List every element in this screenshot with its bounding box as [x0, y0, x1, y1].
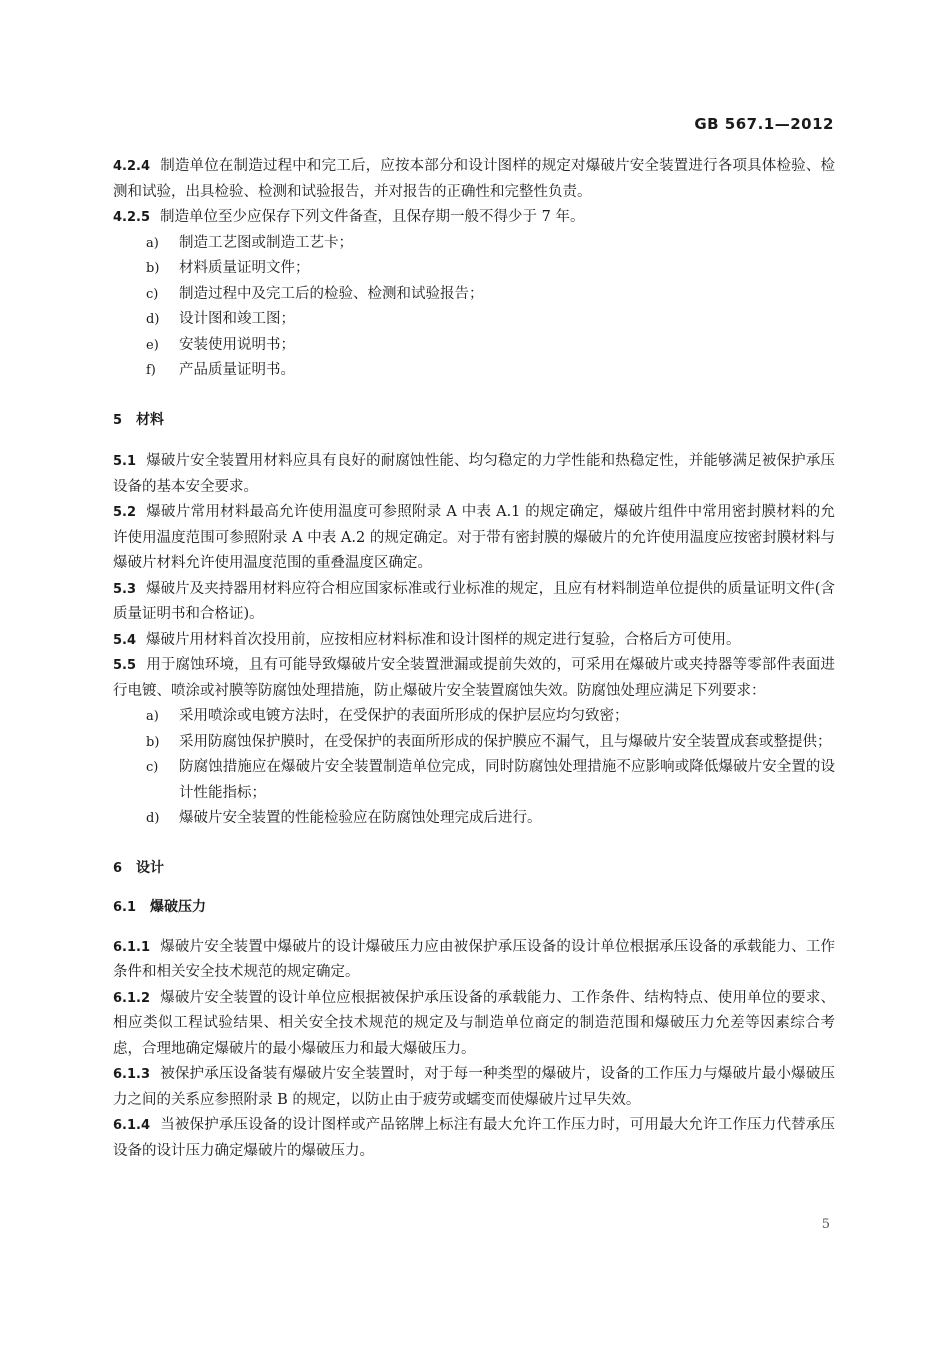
- clause-5-4: [113, 628, 835, 654]
- clause-6-1-1: [113, 935, 835, 986]
- list-item-label: d): [146, 312, 160, 327]
- list-item: [113, 704, 835, 730]
- spacer: [113, 384, 835, 408]
- clause-number: 4.2.4: [113, 159, 151, 174]
- chapter-title: 设计: [136, 859, 165, 876]
- list-item-text: 制造过程中及完工后的检验、检测和试验报告；: [179, 285, 484, 302]
- list-item-label: a): [146, 709, 159, 724]
- clause-6-1-2: [113, 986, 835, 1063]
- list-item-text: 材料质量证明文件；: [179, 260, 310, 276]
- spacer: [113, 433, 835, 449]
- list-item-text: 爆破片安全装置的性能检验应在防腐蚀处理完成后进行。: [179, 810, 542, 826]
- clause-number: 5.1: [113, 454, 137, 469]
- page-number: 5: [821, 1217, 830, 1232]
- clause-6-1-3: [113, 1062, 835, 1113]
- clause-text: 爆破片用材料首次投用前，应按相应材料标准和设计图样的规定进行复验，合格后方可使用。: [146, 631, 741, 648]
- clause-text: 被保护承压设备装有爆破片安全装置时，对于每一种类型的爆破片，设备的工作压力与爆破片最小爆破压力之间的关系应参照附录 B 的规定，以防止由于疲劳或蠕变而使爆破片过早失效。: [113, 1066, 835, 1108]
- clause-5-5: [113, 653, 835, 704]
- clause-text: 爆破片安全装置中爆破片的设计爆破压力应由被保护承压设备的设计单位根据承压设备的承载能力、工作条件和相关安全技术规范的规定确定。: [113, 938, 835, 980]
- list-item: [113, 358, 835, 384]
- list-4-2-5: [113, 231, 835, 384]
- clause-number: 6.1.1: [113, 939, 151, 955]
- list-item-text: 制造工艺图或制造工艺卡；: [179, 234, 353, 251]
- clause-5-2: [113, 500, 835, 577]
- list-item: [113, 307, 835, 333]
- clause-text: 爆破片安全装置用材料应具有良好的耐腐蚀性能、均匀稳定的力学性能和热稳定性，并能够满足被保护承压设备的基本安全要求。: [113, 453, 835, 495]
- list-item-label: b): [146, 261, 160, 276]
- list-item-text: 产品质量证明书。: [179, 362, 295, 378]
- list-item-label: b): [146, 734, 160, 750]
- standard-code: GB 567.1—2012: [694, 115, 834, 133]
- section-number: 6.1: [113, 900, 137, 915]
- section-title: 爆破压力: [150, 899, 207, 915]
- clause-number: 5.2: [113, 505, 137, 520]
- list-5-5: [113, 704, 835, 832]
- list-item-label: e): [146, 337, 159, 353]
- list-item-label: f): [146, 363, 156, 378]
- clause-number: 6.1.4: [113, 1118, 151, 1133]
- list-item: [113, 256, 835, 282]
- chapter-title: 材料: [136, 411, 165, 428]
- list-item-label: c): [146, 286, 159, 302]
- page-body: [113, 154, 835, 1164]
- clause-number: 6.1.2: [113, 990, 151, 1006]
- list-item: [113, 231, 835, 257]
- clause-number: 5.5: [113, 658, 137, 673]
- clause-text: 制造单位至少应保存下列文件备查，且保存期一般不得少于 7 年。: [160, 209, 585, 225]
- list-item: [113, 755, 835, 806]
- list-item: [113, 282, 835, 308]
- spacer: [113, 921, 835, 935]
- list-item-label: a): [146, 235, 159, 251]
- list-item: [113, 730, 835, 756]
- clause-text: 用于腐蚀环境，且有可能导致爆破片安全装置泄漏或提前失效的，可采用在爆破片或夹持器等零部件表面进行电镀、喷涂或衬膜等防腐蚀处理措施，防止爆破片安全装置腐蚀失效。防腐蚀处理应满足下列要求：: [113, 657, 835, 699]
- list-item: [113, 333, 835, 359]
- list-item-text: 安装使用说明书；: [179, 336, 295, 353]
- list-item-text: 采用防腐蚀保护膜时，在受保护的表面所形成的保护膜应不漏气，且与爆破片安全装置成套或整提供；: [179, 733, 832, 750]
- list-item-label: d): [146, 811, 160, 826]
- list-item-text: 采用喷涂或电镀方法时，在受保护的表面所形成的保护层应均匀致密；: [179, 708, 629, 724]
- clause-4-2-5: [113, 205, 835, 231]
- spacer: [113, 881, 835, 895]
- list-item-text: 设计图和竣工图；: [179, 311, 295, 327]
- clause-text: 爆破片常用材料最高允许使用温度可参照附录 A 中表 A.1 的规定确定，爆破片组件中常用密封膜材料的允许使用温度范围可参照附录 A 中表 A.2 的规定确定。对于带有密封膜的爆破片的允许使用温度应按密封膜材料与爆破片材料允许使用温度范围的重叠温度区确定。: [113, 504, 835, 571]
- chapter-heading-5: [113, 408, 835, 434]
- clause-number: 6.1.3: [113, 1067, 151, 1082]
- list-item: [113, 806, 835, 832]
- clause-text: 制造单位在制造过程中和完工后，应按本部分和设计图样的规定对爆破片安全装置进行各项具体检验、检测和试验，出具检验、检测和试验报告，并对报告的正确性和完整性负责。: [113, 158, 835, 200]
- clause-4-2-4: [113, 154, 835, 205]
- clause-text: 当被保护承压设备的设计图样或产品铭牌上标注有最大允许工作压力时，可用最大允许工作压力代替承压设备的设计压力确定爆破片的爆破压力。: [113, 1117, 835, 1159]
- list-item-label: c): [146, 760, 159, 775]
- chapter-number: 6: [113, 860, 123, 876]
- clause-number: 4.2.5: [113, 210, 151, 225]
- clause-6-1-4: [113, 1113, 835, 1164]
- spacer: [113, 832, 835, 856]
- clause-text: 爆破片安全装置的设计单位应根据被保护承压设备的承载能力、工作条件、结构特点、使用单位的要求、相应类似工程试验结果、相关安全技术规范的规定及与制造单位商定的制造范围和爆破压力允差等因素综合考虑，合理地确定爆破片的最小爆破压力和最大爆破压力。: [113, 989, 835, 1057]
- clause-number: 5.3: [113, 581, 137, 597]
- list-item-text: 防腐蚀措施应在爆破片安全装置制造单位完成，同时防腐蚀处理措施不应影响或降低爆破片安全置的设计性能指标；: [179, 759, 835, 801]
- clause-5-1: [113, 449, 835, 500]
- clause-number: 5.4: [113, 632, 137, 648]
- clause-5-3: [113, 577, 835, 628]
- section-heading-6-1: [113, 895, 835, 921]
- clause-text: 爆破片及夹持器用材料应符合相应国家标准或行业标准的规定，且应有材料制造单位提供的质量证明文件(含质量证明书和合格证)。: [113, 580, 835, 622]
- chapter-number: 5: [113, 412, 123, 428]
- chapter-heading-6: [113, 856, 835, 882]
